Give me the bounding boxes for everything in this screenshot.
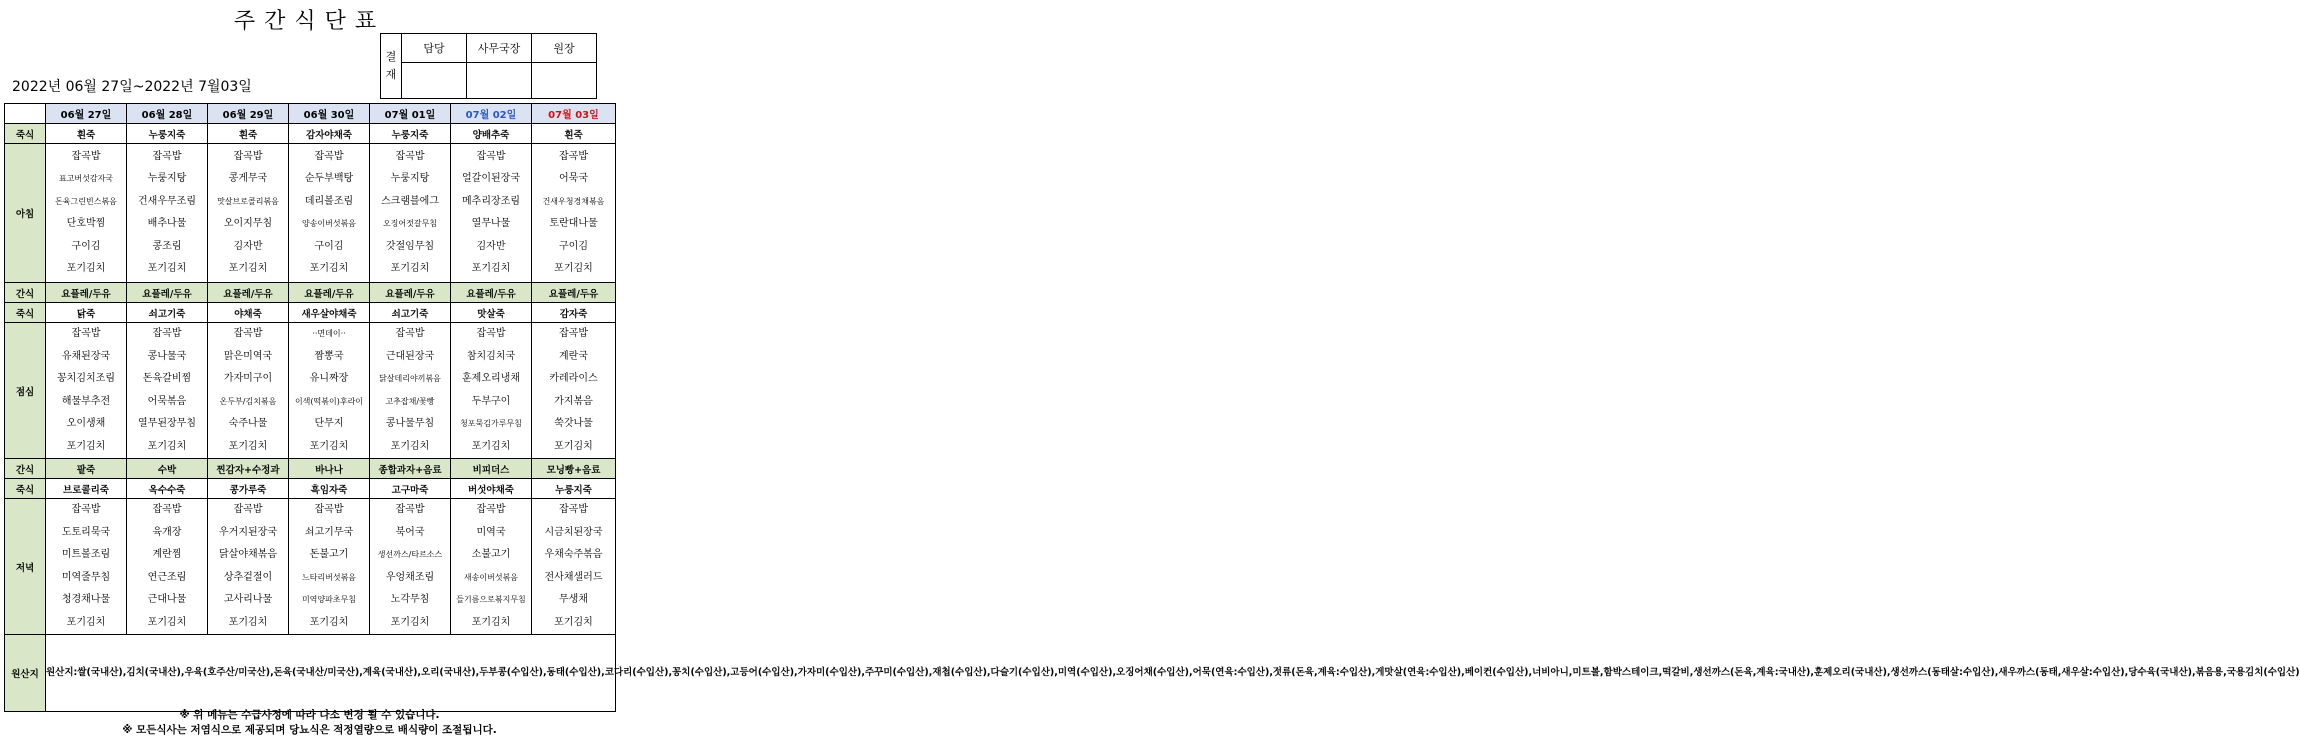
menu-item: 돈육갈비찜 (142, 373, 192, 384)
menu-cell: 요플레/두유 (451, 283, 532, 303)
menu-item: 우엉채조림 (385, 571, 435, 583)
menu-item: 잡곡밥 (233, 328, 263, 339)
menu-item: 계란찜 (152, 549, 182, 560)
menu-item: 포기김치 (390, 440, 430, 452)
menu-item: 구이김 (559, 240, 588, 252)
menu-item: 포기김치 (66, 440, 106, 452)
menu-item: 구이김 (71, 240, 101, 252)
menu-cell: 옥수수죽 (127, 479, 208, 499)
menu-item: 오이생채 (66, 418, 106, 429)
menu-cell: 요플레/두유 (289, 283, 370, 303)
menu-item: 포기김치 (471, 263, 511, 274)
menu-item: 미역양파초무침 (301, 595, 357, 604)
category-label: 간식 (5, 459, 46, 479)
menu-item: 노각무침 (390, 594, 430, 605)
meal-cell (46, 323, 127, 459)
menu-item: 도토리묵국 (61, 526, 111, 538)
menu-item: 미역줄무침 (61, 571, 111, 583)
menu-item: 오이지무침 (223, 218, 273, 229)
menu-item: 들기름으로볶지무침 (456, 595, 526, 604)
menu-item: 포기김치 (554, 263, 593, 274)
menu-item: 김자반 (476, 240, 506, 252)
menu-period: 2022년 06월 27일~2022년 7월03일 (12, 79, 252, 95)
menu-item: 무생채 (559, 594, 588, 605)
menu-item: 잡곡밥 (559, 504, 588, 515)
menu-item: 잡곡밥 (152, 150, 182, 162)
menu-item: 스크램블에그 (381, 195, 439, 207)
menu-item: 포기김치 (228, 440, 268, 452)
menu-item: 두부구이 (471, 395, 511, 407)
menu-item: 포기김치 (66, 263, 106, 274)
meal-cell (46, 144, 127, 283)
menu-item: 이색(떡볶이)후라이 (294, 396, 364, 406)
menu-item: 포기김치 (390, 616, 430, 628)
menu-item: 잡곡밥 (395, 504, 425, 515)
menu-item: 포기김치 (554, 616, 593, 628)
menu-item: 육개장 (152, 526, 182, 538)
menu-cell: 요플레/두유 (370, 283, 451, 303)
page-title: 주간식단표 (233, 9, 386, 34)
menu-cell: 흰죽 (532, 124, 616, 144)
menu-cell: 쇠고기죽 (370, 303, 451, 323)
menu-item: 닭살야채볶음 (219, 549, 277, 560)
menu-item: 잡곡밥 (152, 504, 182, 515)
menu-item: 잡곡밥 (314, 504, 344, 515)
menu-cell: 쇠고기죽 (127, 303, 208, 323)
meal-cell (451, 323, 532, 459)
menu-item: 미트볼조림 (61, 549, 111, 560)
menu-item: 잡곡밥 (71, 150, 101, 162)
menu-item: 카레라이스 (549, 373, 598, 384)
menu-item: 유니짜장 (309, 373, 349, 384)
menu-item: 얼갈이된장국 (462, 173, 520, 184)
menu-item: 포기김치 (390, 263, 430, 274)
menu-item: 누룽지탕 (147, 173, 187, 184)
menu-item: 가지볶음 (554, 395, 593, 407)
menu-item: 우거지된장국 (219, 526, 277, 538)
menu-item: 느타리버섯볶음 (301, 572, 357, 582)
menu-cell: 비피더스 (451, 459, 532, 479)
menu-item: 고사리나물 (223, 594, 273, 605)
menu-item: 포기김치 (309, 263, 349, 274)
menu-item: 꽁치김치조림 (57, 373, 115, 384)
meal-cell (46, 499, 127, 635)
menu-item: 순두부백탕 (304, 173, 354, 184)
menu-item: 메추리장조림 (462, 195, 520, 207)
menu-cell: 닭죽 (46, 303, 127, 323)
meal-cell (451, 499, 532, 635)
menu-item: 포기김치 (309, 440, 349, 452)
menu-item: 유채된장국 (61, 350, 111, 362)
menu-item: 고추잡채/꽃빵 (385, 396, 435, 406)
menu-item: 시금치된장국 (544, 526, 603, 538)
menu-cell: 누룽지죽 (370, 124, 451, 144)
menu-item: 어묵볶음 (147, 395, 187, 407)
menu-item: 잡곡밥 (395, 328, 425, 339)
menu-cell: 새우살야채죽 (289, 303, 370, 323)
menu-item: 잡곡밥 (71, 328, 101, 339)
menu-cell: 감자야채죽 (289, 124, 370, 144)
day-header-row (5, 104, 616, 124)
origin-info: 원산지:쌀(국내산),김치(국내산),우육(호주산/미국산),돈육(국내산/미국산),계육(국내산),오리(국내산),두부콩(수입산),동태(수입산),코다리(수입산),꽁치(수입산),고등어(수입산),가자미(수입산),주꾸미(수입산),재첩(수입산),다슬기(수입산),미역(수입산),오징어채(수입산),어묵(연육:수입산),젓류(돈육,계육:수입산),게맛살(연육:수입산),베이컨(수입산),너비아니,미트볼,함박스테이크,떡갈비,생선까스(돈육,계육:국내산),훈제오리(국내산),생선까스(동태살:수입산),새우까스(동태,새우살:수입산),당수육(국내산),볶음용,국용김치(수입산) (46, 635, 616, 712)
menu-item: 포기김치 (147, 263, 187, 274)
day-header: 06월 30일 (289, 104, 370, 124)
menu-item: 잡곡밥 (152, 328, 182, 339)
menu-item: 참치김치국 (466, 350, 516, 362)
menu-cell: 팥죽 (46, 459, 127, 479)
menu-item: 계란국 (559, 350, 588, 362)
meal-cell (532, 144, 616, 283)
menu-item: 미역국 (476, 526, 506, 538)
menu-cell: 양배추죽 (451, 124, 532, 144)
menu-item: 잡곡밥 (314, 150, 344, 162)
menu-item: 청경채나물 (61, 594, 111, 605)
day-header: 06월 27일 (46, 104, 127, 124)
snack-row-1 (5, 283, 616, 303)
approval-header-secretary: 사무국장 (467, 34, 532, 63)
category-label: 죽식 (5, 479, 46, 499)
menu-item: 포기김치 (228, 263, 268, 274)
approval-sign-secretary (467, 63, 532, 99)
meal-cell (370, 499, 451, 635)
menu-item: 콩나물무침 (385, 418, 435, 429)
approval-box (380, 33, 597, 99)
menu-item: 콩나물국 (147, 350, 187, 362)
menu-item: 연근조림 (147, 571, 187, 583)
meal-cell (370, 323, 451, 459)
meal-cell (208, 144, 289, 283)
day-header: 06월 29일 (208, 104, 289, 124)
menu-item: 포기김치 (147, 440, 187, 452)
menu-item: 열무나물 (471, 218, 511, 229)
breakfast-porridge-row (5, 124, 616, 144)
meal-cell (127, 144, 208, 283)
meal-cell (289, 499, 370, 635)
category-label: 간식 (5, 283, 46, 303)
menu-item: 잡곡밥 (233, 504, 263, 515)
menu-item: 돈육그린빈스볶음 (55, 196, 117, 206)
menu-item: 배추나물 (147, 218, 187, 229)
menu-item: 청포묵김가루무침 (460, 419, 522, 428)
menu-item: 소불고기 (471, 549, 511, 560)
menu-item: 잡곡밥 (476, 150, 506, 162)
lunch-row (5, 323, 616, 459)
menu-item: 가자미구이 (223, 373, 273, 384)
menu-item: 해물부추전 (61, 395, 111, 407)
menu-item: 잡곡밥 (476, 504, 506, 515)
menu-cell: 요플레/두유 (46, 283, 127, 303)
menu-item: 숙주나물 (228, 418, 268, 429)
day-header: 07월 01일 (370, 104, 451, 124)
lunch-porridge-row (5, 303, 616, 323)
meal-cell (289, 144, 370, 283)
menu-item: 잡곡밥 (559, 150, 588, 162)
category-label: 죽식 (5, 303, 46, 323)
menu-item: 열무된장무침 (138, 418, 196, 429)
menu-item: 콩게무국 (228, 173, 268, 184)
menu-cell: 흰죽 (208, 124, 289, 144)
menu-item: 구이김 (314, 240, 344, 252)
menu-cell: 브로콜리죽 (46, 479, 127, 499)
menu-item: 새송이버섯볶음 (463, 572, 519, 582)
meal-cell (289, 323, 370, 459)
menu-item: 데리볼조림 (304, 195, 354, 207)
menu-cell: 콩가루죽 (208, 479, 289, 499)
meal-cell (208, 323, 289, 459)
approval-sign-director (532, 63, 597, 99)
menu-cell: 바나나 (289, 459, 370, 479)
menu-item: 포기김치 (147, 616, 187, 628)
menu-item: 전사채샐러드 (544, 571, 603, 583)
menu-item: 오징어젓갈무침 (382, 219, 438, 228)
menu-item: 포기김치 (228, 616, 268, 628)
category-label: 아침 (5, 144, 46, 283)
menu-cell: 야채죽 (208, 303, 289, 323)
menu-item: 포기김치 (471, 616, 511, 628)
day-header-saturday: 07월 02일 (451, 104, 532, 124)
menu-item: 표고버섯감자국 (58, 174, 114, 183)
category-label: 죽식 (5, 124, 46, 144)
menu-cell: 버섯야채죽 (451, 479, 532, 499)
meal-cell (532, 323, 616, 459)
category-label: 저녁 (5, 499, 46, 635)
menu-item: 상추겉절이 (223, 571, 273, 583)
menu-item: 잡곡밥 (476, 328, 506, 339)
menu-item: 훈제오리냉채 (462, 373, 520, 384)
category-label: 원산지 (5, 635, 46, 712)
menu-cell: 맛살죽 (451, 303, 532, 323)
menu-item: 잡곡밥 (395, 150, 425, 162)
menu-cell: 흑임자죽 (289, 479, 370, 499)
menu-item: 포기김치 (66, 616, 106, 628)
day-header: 06월 28일 (127, 104, 208, 124)
menu-cell: 요플레/두유 (208, 283, 289, 303)
menu-item: 콩조림 (152, 240, 182, 252)
menu-cell: 고구마죽 (370, 479, 451, 499)
menu-item: 포기김치 (554, 440, 593, 452)
footnote: ※ 위 메뉴는 수급사정에 따라 다소 변경 될 수 있습니다. (179, 709, 440, 721)
menu-item: ··면데이·· (312, 329, 346, 338)
menu-cell: 요플레/두유 (127, 283, 208, 303)
menu-cell: 요플레/두유 (532, 283, 616, 303)
menu-item: 잡곡밥 (71, 504, 101, 515)
menu-item: 갓절임무침 (385, 240, 435, 252)
menu-cell: 누룽지죽 (532, 479, 616, 499)
menu-item: 건새우청경채볶음 (542, 196, 605, 206)
meal-cell (532, 499, 616, 635)
menu-item: 누룽지탕 (390, 173, 430, 184)
meal-cell (127, 323, 208, 459)
menu-item: 포기김치 (309, 616, 349, 628)
origin-row (5, 635, 616, 712)
menu-item: 온두부/김치볶음 (219, 396, 277, 406)
approval-label: 결 재 (381, 34, 402, 99)
corner-cell (5, 104, 46, 124)
menu-item: 잡곡밥 (559, 328, 588, 339)
menu-item: 맛살브로콜리볶음 (217, 196, 279, 206)
menu-item: 건새우무조림 (138, 195, 196, 207)
meal-cell (370, 144, 451, 283)
menu-item: 쇠고기무국 (304, 526, 354, 538)
menu-item: 어묵국 (559, 173, 588, 184)
meal-cell (451, 144, 532, 283)
menu-item: 짬뽕국 (314, 350, 344, 362)
menu-item: 단무지 (314, 418, 344, 429)
breakfast-row (5, 144, 616, 283)
menu-item: 김자반 (233, 240, 263, 252)
approval-sign-staff (402, 63, 467, 99)
menu-item: 양송이버섯볶음 (301, 219, 357, 228)
category-label: 점심 (5, 323, 46, 459)
menu-cell: 감자죽 (532, 303, 616, 323)
menu-item: 잡곡밥 (233, 150, 263, 162)
menu-item: 단호박찜 (66, 218, 106, 229)
menu-cell: 찐감자+수정과 (208, 459, 289, 479)
menu-item: 북어국 (395, 526, 425, 538)
menu-item: 근대나물 (147, 594, 187, 605)
meal-cell (127, 499, 208, 635)
menu-cell: 모닝빵+음료 (532, 459, 616, 479)
menu-item: 포기김치 (471, 440, 511, 452)
dinner-row (5, 499, 616, 635)
menu-item: 돈불고기 (309, 549, 349, 560)
menu-cell: 누룽지죽 (127, 124, 208, 144)
menu-item: 닭살데리야끼볶음 (379, 374, 441, 383)
menu-item: 쑥갓나물 (554, 418, 593, 429)
weekly-menu-table (4, 103, 2300, 712)
approval-header-staff: 담당 (402, 34, 467, 63)
approval-header-director: 원장 (532, 34, 597, 63)
menu-cell: 수박 (127, 459, 208, 479)
menu-cell: 종합과자+음료 (370, 459, 451, 479)
menu-item: 근대된장국 (385, 350, 435, 362)
dinner-porridge-row (5, 479, 616, 499)
meal-cell (208, 499, 289, 635)
menu-item: 토란대나물 (549, 218, 598, 229)
menu-item: 생선까스/타르소스 (377, 550, 443, 559)
menu-item: 우채숙주볶음 (544, 549, 603, 560)
footnote: ※ 모든식사는 저염식으로 제공되며 당뇨식은 적정열량으로 배식량이 조절됩니다. (122, 724, 497, 736)
snack-row-2 (5, 459, 616, 479)
menu-cell: 흰죽 (46, 124, 127, 144)
menu-item: 맑은미역국 (223, 350, 273, 362)
day-header-sunday: 07월 03일 (532, 104, 616, 124)
